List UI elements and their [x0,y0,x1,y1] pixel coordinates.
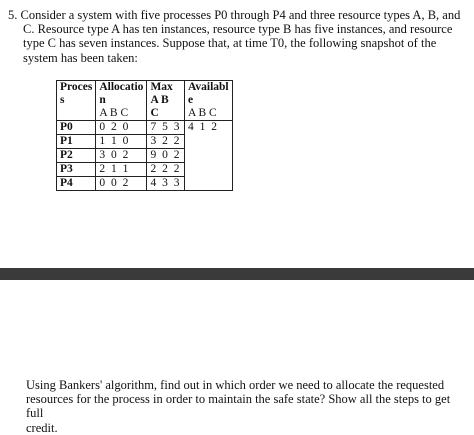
allocation-cell: 3 0 2 [96,149,147,163]
header-max: Max A B C [147,81,185,121]
allocation-cell: 0 2 0 [96,121,147,135]
table-header-row [57,81,233,121]
allocation-cell: 0 0 2 [96,177,147,191]
page-divider [0,268,474,280]
header-available: Availabl e A B C [184,81,232,121]
question-line: system has been taken: [23,50,138,65]
followup-line: credit. [26,420,58,435]
process-cell: P1 [57,135,96,149]
allocation-cell: 2 1 1 [96,163,147,177]
followup-line: resources for the process in order to maintain the safe state? Show all the steps to get full [26,392,451,421]
question-text [8,8,466,65]
followup-line: Using Bankers' algorithm, find out in which order we need to allocate the requested [26,378,445,392]
header-allocation: Allocatio n A B C [96,81,147,121]
max-cell: 2 2 2 [147,163,185,177]
followup-text [26,378,466,435]
header-process: Proces s [57,81,96,121]
max-cell: 9 0 2 [147,149,185,163]
process-cell: P3 [57,163,96,177]
process-cell: P4 [57,177,96,191]
max-cell: 4 3 3 [147,177,185,191]
allocation-cell: 1 1 0 [96,135,147,149]
snapshot-table [56,80,233,191]
question-line: 5. Consider a system with five processes P0 through P4 and three resource types A, B, and [8,8,461,22]
available-cell: 4 1 2 [184,121,232,191]
max-cell: 7 5 3 [147,121,185,135]
table-row [57,121,233,135]
question-line: type C has seven instances. Suppose that, at time T0, the following snapshot of the [23,36,437,51]
process-cell: P2 [57,149,96,163]
max-cell: 3 2 2 [147,135,185,149]
process-cell: P0 [57,121,96,135]
question-line: C. Resource type A has ten instances, resource type B has five instances, and resource [23,22,453,37]
